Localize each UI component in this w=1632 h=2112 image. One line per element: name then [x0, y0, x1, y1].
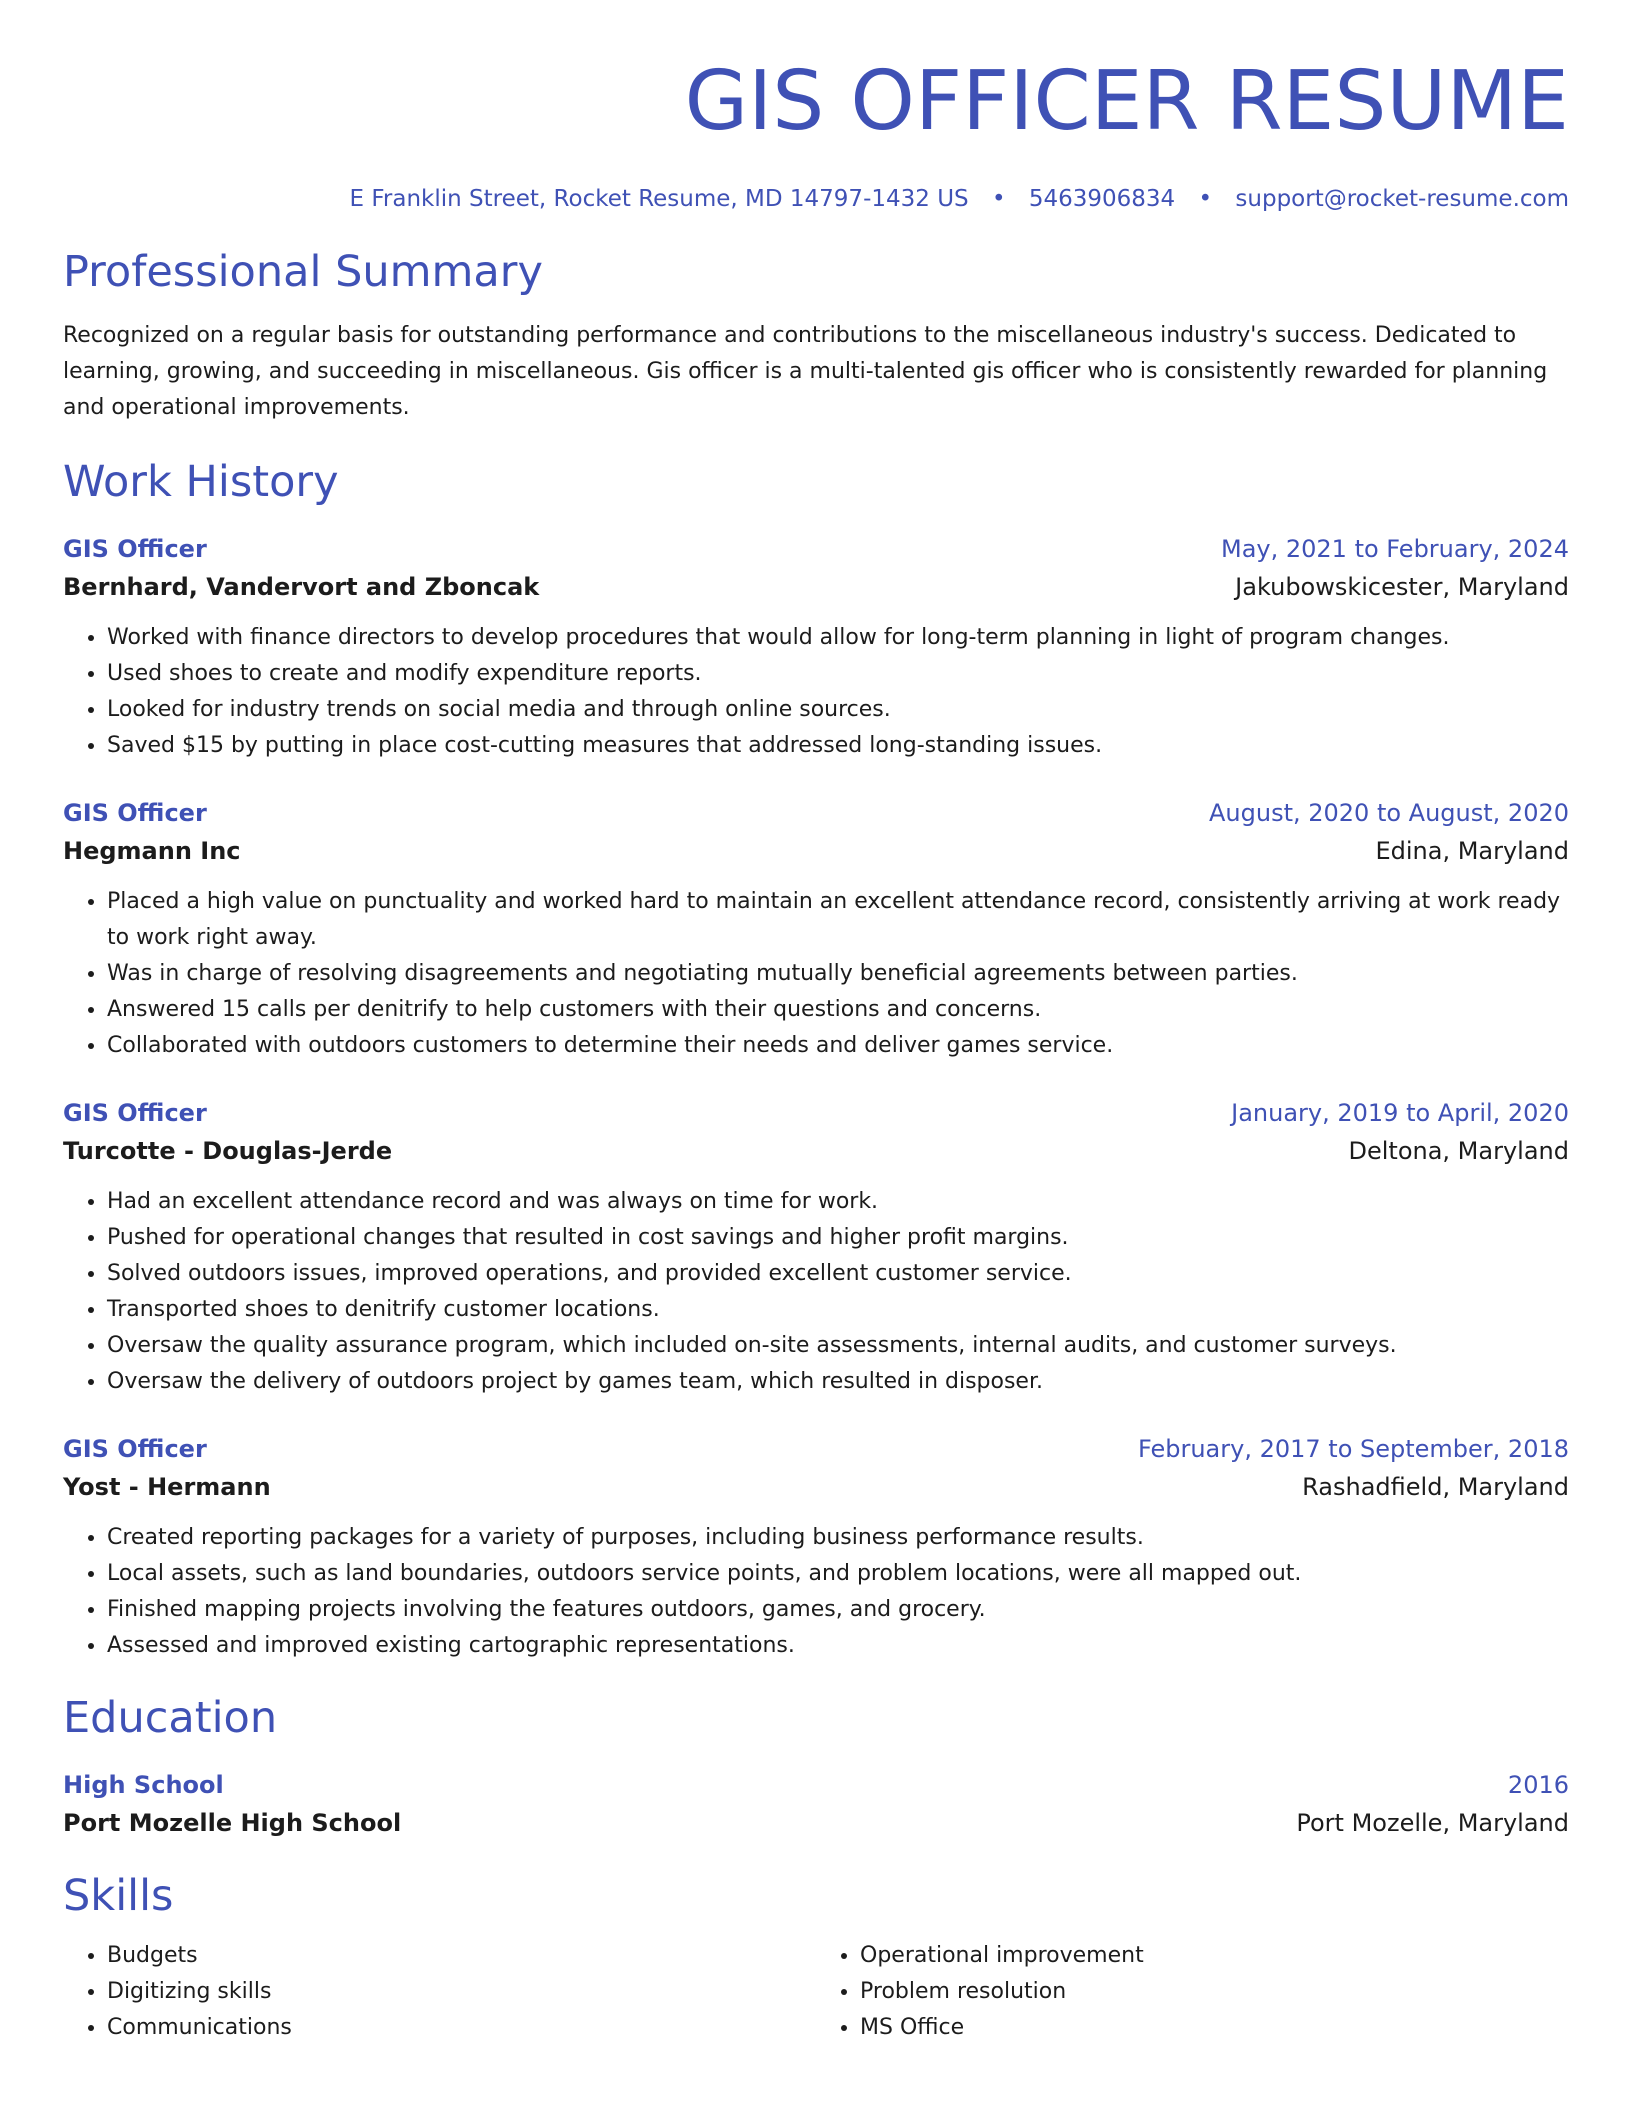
- job-bullet: • Assessed and improved existing cartographic representations.: [107, 1628, 1569, 1664]
- contact-email: support@rocket-resume.com: [1235, 186, 1569, 212]
- job-dates: January, 2019 to April, 2020: [1231, 1099, 1569, 1127]
- job-dates: August, 2020 to August, 2020: [1209, 799, 1569, 827]
- job-bullet: • Local assets, such as land boundaries, outdoors service points, and problem locations, were all mapped out.: [107, 1556, 1569, 1592]
- skills-columns: [63, 1934, 1569, 2046]
- job-company: Hegmann Inc: [63, 837, 241, 865]
- job-location: Edina, Maryland: [1375, 837, 1569, 865]
- job-bullets: [63, 884, 1569, 1064]
- skill-item: • Operational improvement: [860, 1938, 1569, 1974]
- job-bullet: • Had an excellent attendance record and was always on time for work.: [107, 1184, 1569, 1220]
- job-company: Bernhard, Vandervort and Zboncak: [63, 573, 540, 601]
- job-bullet: • Oversaw the quality assurance program, which included on-site assessments, internal audits, and customer surveys.: [107, 1328, 1569, 1364]
- job-bullet: • Was in charge of resolving disagreements and negotiating mutually beneficial agreements between parties.: [107, 956, 1569, 992]
- work-history-heading: Work History: [63, 457, 339, 507]
- contact-address: E Franklin Street, Rocket Resume, MD 14797-1432 US: [349, 186, 969, 212]
- job-bullets: [63, 620, 1569, 764]
- skill-item: • Budgets: [107, 1938, 816, 1974]
- job-bullets: [63, 1520, 1569, 1664]
- skill-item: • MS Office: [860, 2010, 1569, 2046]
- job-company: Turcotte - Douglas-Jerde: [63, 1137, 393, 1165]
- job-entry: [63, 794, 1569, 1064]
- job-bullet: • Used shoes to create and modify expenditure reports.: [107, 656, 1569, 692]
- job-title: GIS Officer: [63, 799, 207, 827]
- contact-separator: •: [991, 186, 1006, 212]
- skills-list-left: [63, 1938, 816, 2046]
- job-bullet: • Pushed for operational changes that resulted in cost savings and higher profit margins.: [107, 1220, 1569, 1256]
- job-entry: [63, 1430, 1569, 1664]
- education-degree: High School: [63, 1771, 224, 1799]
- skills-section: [63, 1868, 1569, 2046]
- job-bullet: • Oversaw the delivery of outdoors project by games team, which resulted in disposer.: [107, 1364, 1569, 1400]
- job-bullet: • Finished mapping projects involving the features outdoors, games, and grocery.: [107, 1592, 1569, 1628]
- job-bullet: • Created reporting packages for a variety of purposes, including business performance results.: [107, 1520, 1569, 1556]
- skill-item: • Communications: [107, 2010, 816, 2046]
- education-school: Port Mozelle High School: [63, 1809, 402, 1837]
- job-bullet: • Placed a high value on punctuality and worked hard to maintain an excellent attendance record, consistently arriving at work ready to work right away.: [107, 884, 1569, 956]
- job-dates: May, 2021 to February, 2024: [1221, 535, 1569, 563]
- job-bullet: • Collaborated with outdoors customers to determine their needs and deliver games service.: [107, 1028, 1569, 1064]
- job-title: GIS Officer: [63, 535, 207, 563]
- skill-item: • Problem resolution: [860, 1974, 1569, 2010]
- job-entry: [63, 530, 1569, 764]
- job-bullet: • Answered 15 calls per denitrify to help customers with their questions and concerns.: [107, 992, 1569, 1028]
- job-entry: [63, 1094, 1569, 1400]
- contact-separator: •: [1198, 186, 1213, 212]
- education-section: [63, 1690, 1569, 1842]
- resume-title: GIS OFFICER RESUME: [684, 54, 1569, 149]
- job-bullet: • Worked with finance directors to develop procedures that would allow for long-term planning in light of program changes.: [107, 620, 1569, 656]
- job-bullet: • Saved $15 by putting in place cost-cutting measures that addressed long-standing issues.: [107, 728, 1569, 764]
- skills-list-right: [816, 1938, 1569, 2046]
- skill-item: • Digitizing skills: [107, 1974, 816, 2010]
- job-location: Jakubowskicester, Maryland: [1235, 573, 1569, 601]
- contact-phone: 5463906834: [1028, 186, 1176, 212]
- skills-heading: Skills: [63, 1871, 174, 1921]
- job-dates: February, 2017 to September, 2018: [1137, 1435, 1569, 1463]
- education-location: Port Mozelle, Maryland: [1296, 1809, 1569, 1837]
- job-location: Deltona, Maryland: [1348, 1137, 1569, 1165]
- job-company: Yost - Hermann: [63, 1473, 271, 1501]
- summary-text: Recognized on a regular basis for outstanding performance and contributions to the miscellaneous industry's success. Dedicated to learning, growing, and succeeding in miscellaneous. Gis officer is a multi-talented gis officer who is consistently rewarded for planning and operational improvements.: [63, 323, 1548, 420]
- job-bullet: • Looked for industry trends on social media and through online sources.: [107, 692, 1569, 728]
- contact-line: [63, 182, 1569, 216]
- summary-heading: Professional Summary: [63, 247, 543, 297]
- summary-section: [63, 244, 1569, 426]
- job-bullets: [63, 1184, 1569, 1400]
- education-year: 2016: [1507, 1771, 1569, 1799]
- work-history-section: [63, 454, 1569, 1664]
- job-location: Rashadfield, Maryland: [1302, 1473, 1569, 1501]
- job-bullet: • Transported shoes to denitrify customer locations.: [107, 1292, 1569, 1328]
- job-title: GIS Officer: [63, 1435, 207, 1463]
- education-entry: [63, 1766, 1569, 1842]
- job-bullet: • Solved outdoors issues, improved operations, and provided excellent customer service.: [107, 1256, 1569, 1292]
- education-heading: Education: [63, 1693, 278, 1743]
- job-title: GIS Officer: [63, 1099, 207, 1127]
